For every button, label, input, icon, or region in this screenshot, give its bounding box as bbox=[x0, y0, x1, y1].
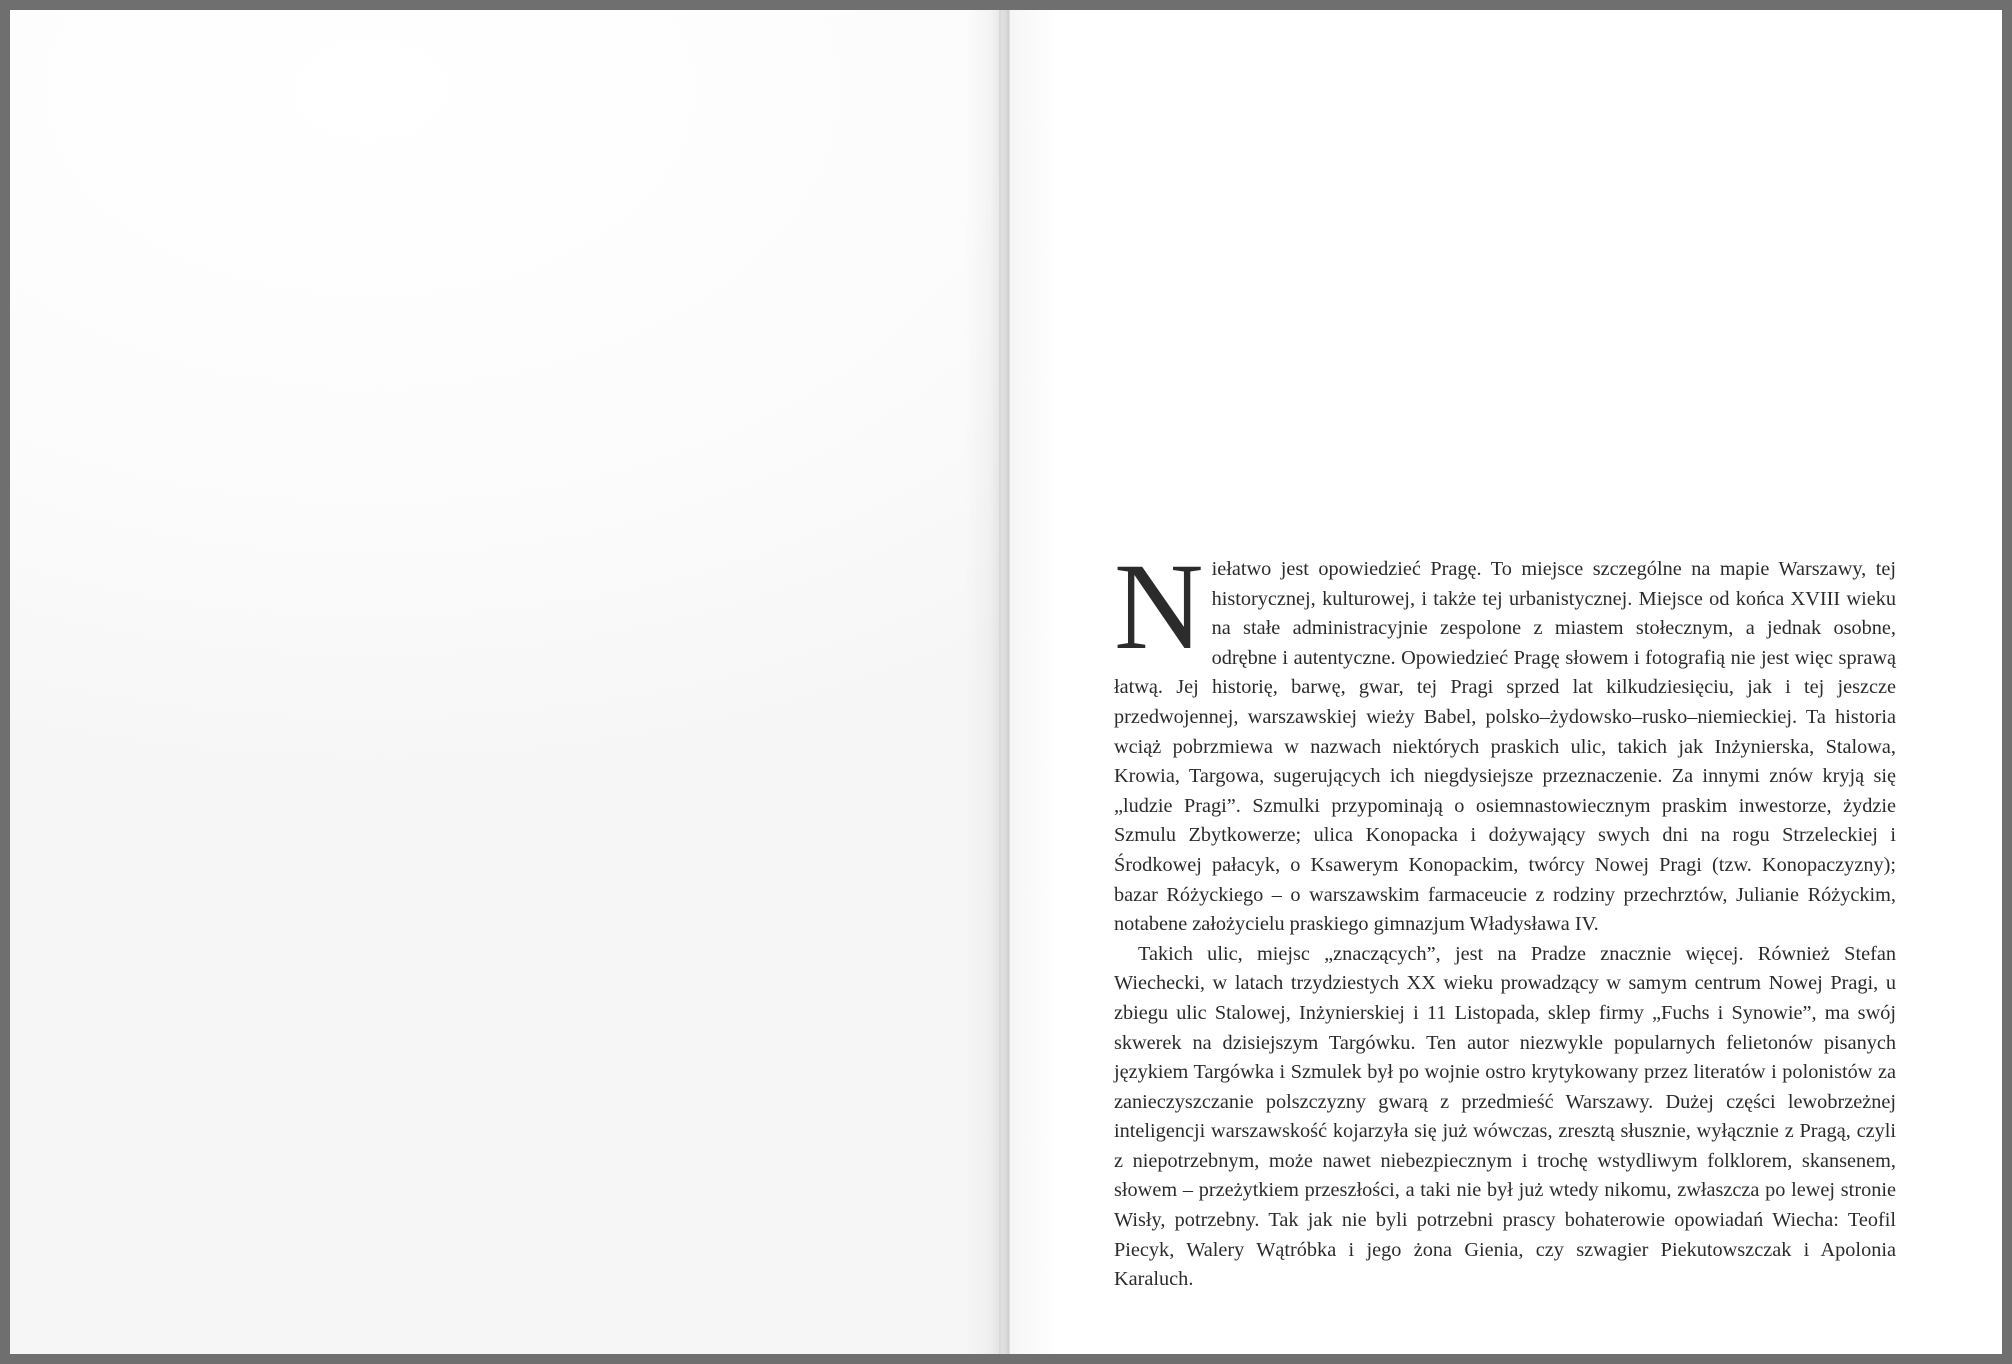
drop-cap: N bbox=[1114, 538, 1204, 675]
left-page bbox=[10, 10, 1000, 1354]
body-text bbox=[1114, 538, 1896, 1295]
gutter-shadow bbox=[965, 10, 1010, 1354]
paragraph-1 bbox=[1114, 538, 1896, 940]
paragraph-1-text: iełatwo jest opowiedzieć Pragę. To miejsce szczególne na mapie Warszawy, tej historycznej, kulturowej, i także tej urbanistycznej. Miejsce od końca XVIII wieku na stałe administracyjnie zespolone z miastem stołecznym, a jednak osobne, odrębne i autentyczne. Opowiedzieć Pragę słowem i fotografią nie jest więc sprawą łatwą. Jej historię, barwę, gwar, tej Pragi sprzed lat kilkudziesięciu, jak i tej jeszcze przedwojennej, warszawskiej wieży Babel, polsko–żydowsko–rusko–niemieckiej. Ta historia wciąż pobrzmiewa w nazwach niektórych praskich ulic, takich jak Inżynierska, Stalowa, Krowia, Targowa, sugerujących ich niegdysiejsze przeznaczenie. Za innymi znów kryją się „ludzie Pragi”. Szmulki przypominają o osiemnastowiecznym praskim inwestorze, żydzie Szmulu Zbytkowerze; ulica Konopacka i dożywający swych dni na rogu Strzeleckiej i Środkowej pałacyk, o Ksawerym Konopackim, twórcy Nowej Pragi (tzw. Konopaczyzny); bazar Różyckiego – o warszawskim farmaceucie z rodziny przechrztów, Julianie Różyckim, notabene założycielu praskiego gimnazjum Władysława IV. bbox=[1114, 558, 1896, 936]
paragraph-2: Takich ulic, miejsc „znaczących”, jest na Pradze znacznie więcej. Również Stefan Wiechecki, w latach trzydziestych XX wieku prowadzący w samym centrum Nowej Pragi, u zbiegu ulic Stalowej, Inżynierskiej i 11 Listopada, sklep firmy „Fuchs i Synowie”, ma swój skwerek na dzisiejszym Targówku. Ten autor niezwykle popularnych felietonów pisanych językiem Targówka i Szmulek był po wojnie ostro krytykowany przez literatów i polonistów za zanieczyszczanie polszczyzny gwarą z przedmieść Warszawy. Dużej części lewobrzeżnej inteligencji warszawskość kojarzyła się już wówczas, zresztą słusznie, wyłącznie z Pragą, czyli z niepotrzebnym, może nawet niebezpiecznym i trochę wstydliwym folklorem, skansenem, słowem – przeżytkiem przeszłości, a taki nie był już wtedy nikomu, zwłaszcza po lewej stronie Wisły, potrzebny. Tak jak nie byli potrzebni prascy bohaterowie opowiadań Wiecha: Teofil Piecyk, Walery Wątróbka i jego żona Gienia, czy szwagier Piekutowszczak i Apolonia Karaluch. bbox=[1114, 942, 1896, 1291]
gutter-fold bbox=[999, 10, 1001, 1354]
